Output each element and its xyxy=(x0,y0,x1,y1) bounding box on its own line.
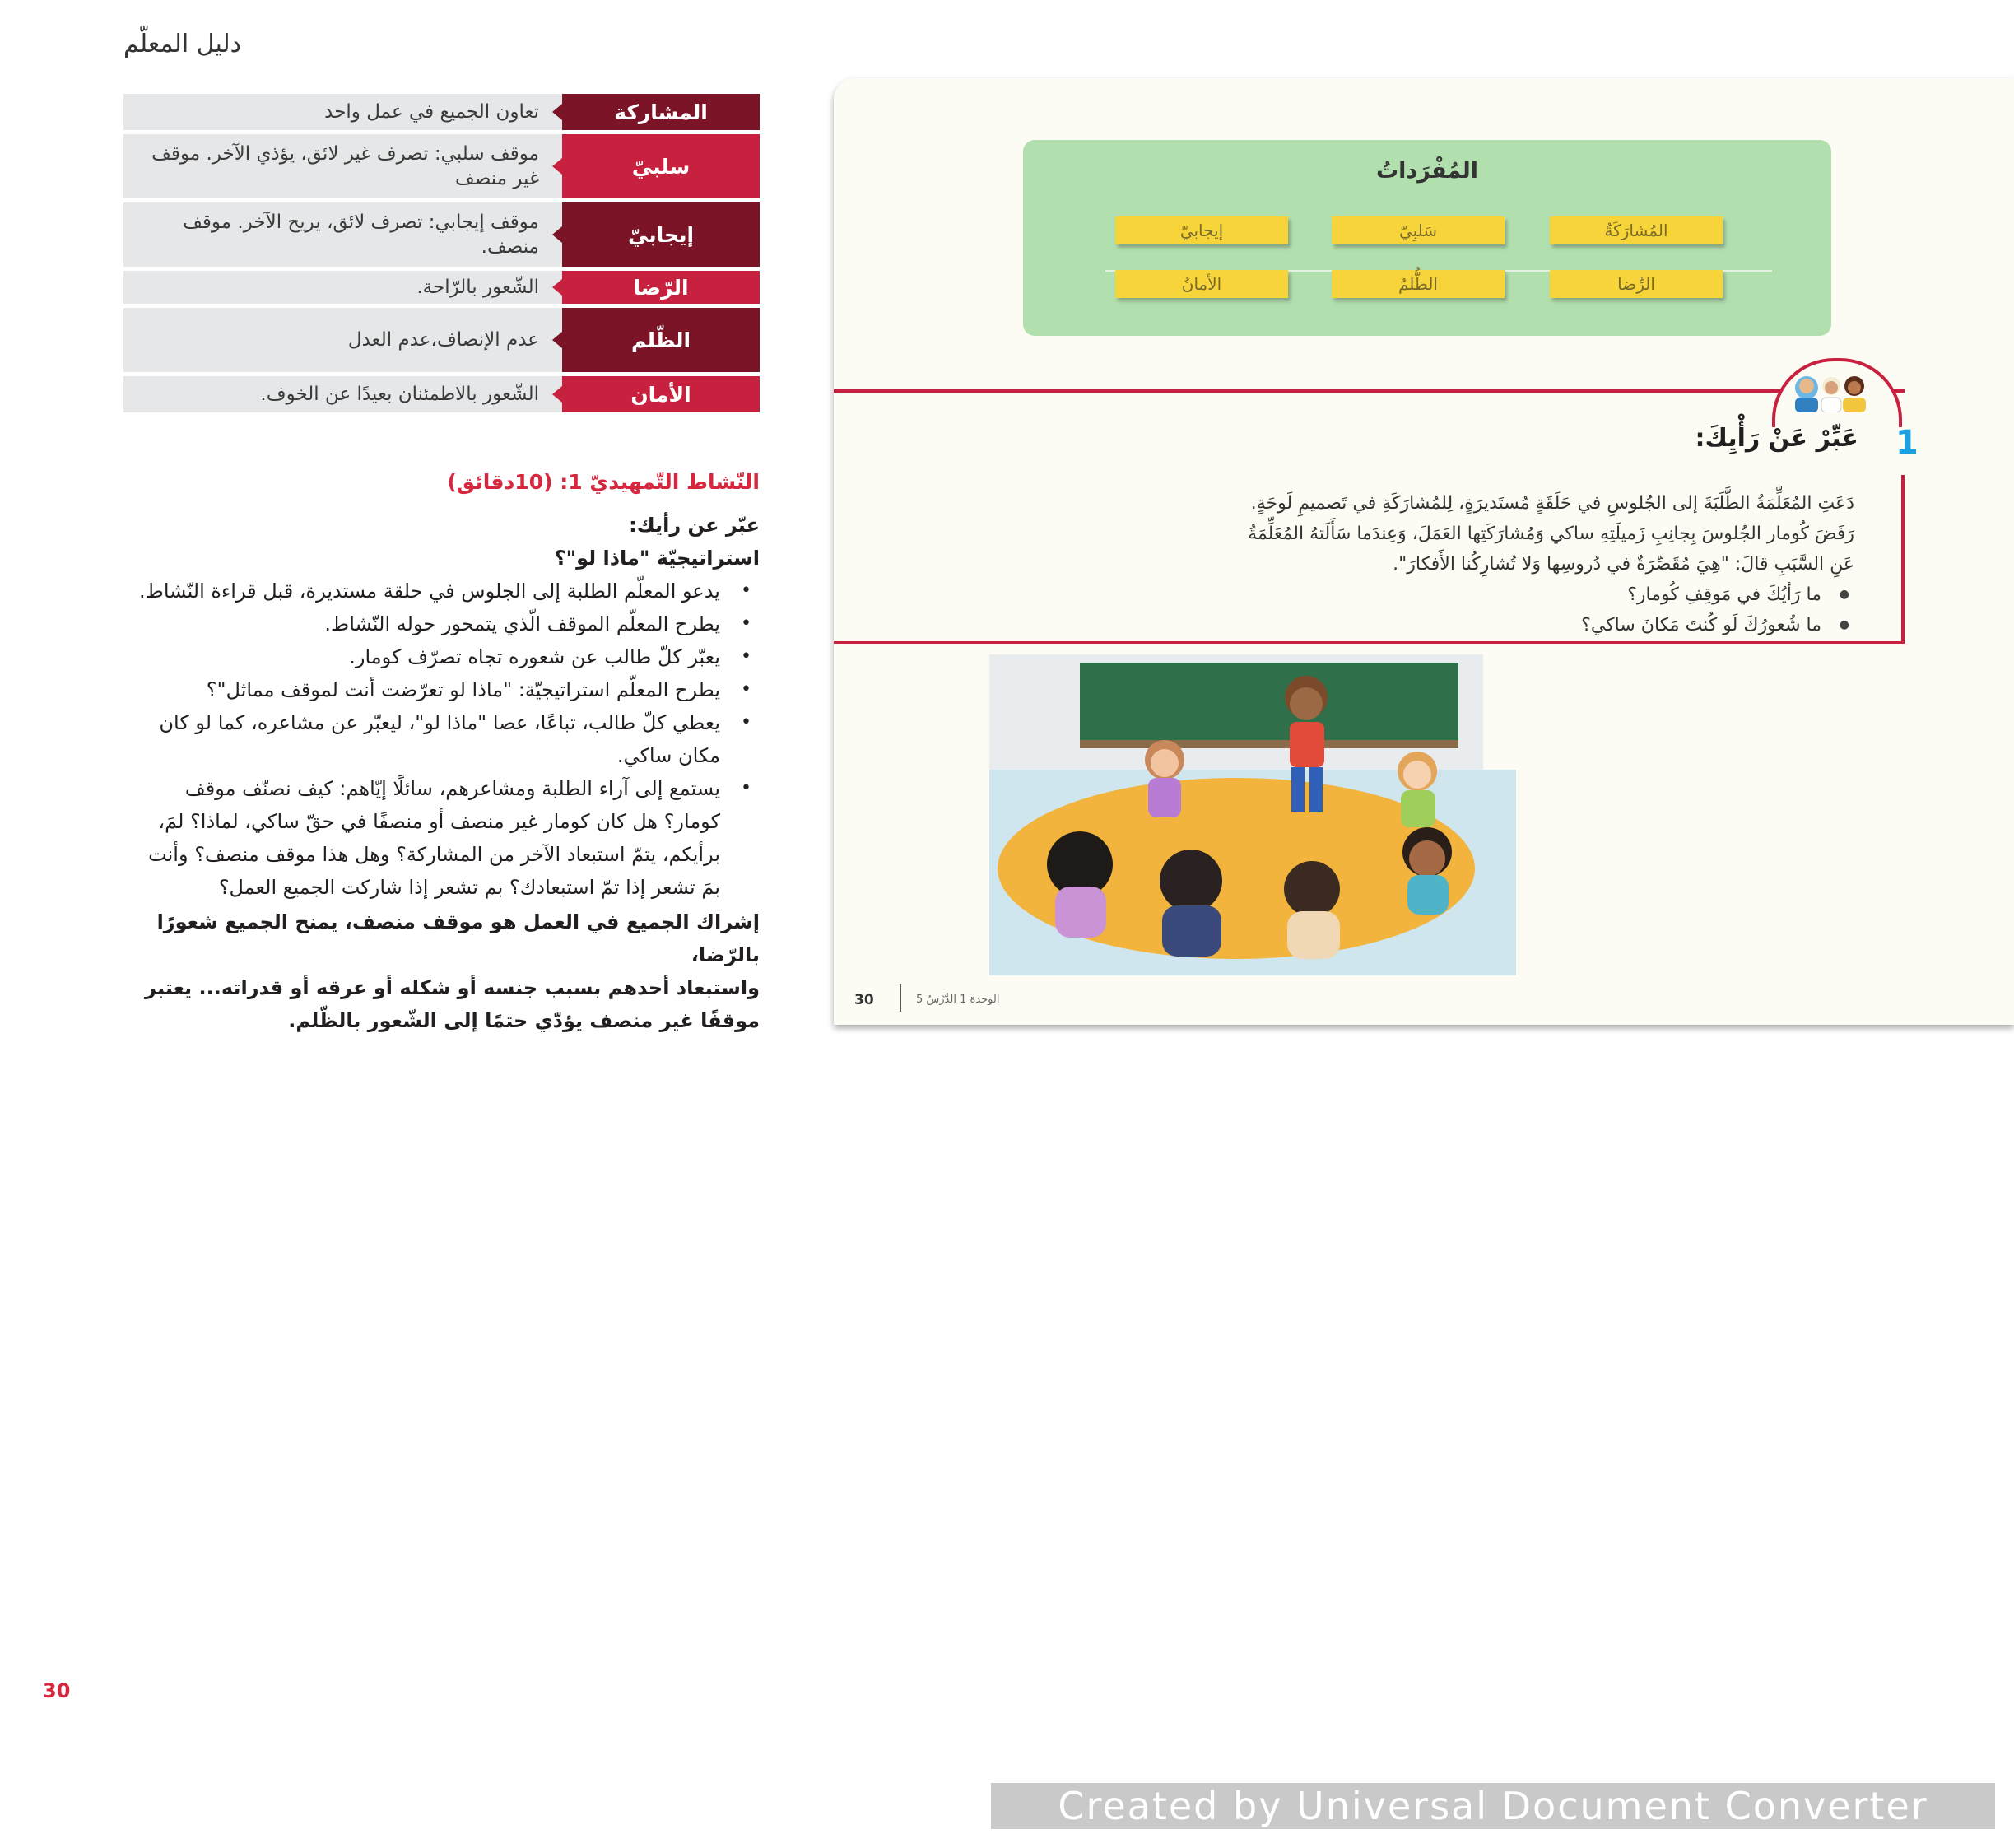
vocab-definition: موقف سلبي: تصرف غير لائق، يؤذي الآخر. موقف غير منصف xyxy=(123,134,562,198)
vocab-term: إيجابيّ xyxy=(562,202,760,267)
vocab-definition: موقف إيجابي: تصرف لائق، يريح الآخر. موقف منصف. xyxy=(123,202,562,267)
list-item: • يعبّر كلّ طالب عن شعوره تجاه تصرّف كومار. xyxy=(123,640,760,673)
conclusion-line: واستبعاد أحدهم بسبب جنسه أو شكله أو عرقه أو قدراته... يعتبر موقفًا غير منصف يؤدّي حتمًا إلى الشّعور بالظّلم. xyxy=(145,976,760,1032)
divider xyxy=(1901,475,1905,641)
story-line: عَنِ السَّبَبِ قالَ: "هِيَ مُقَصِّرَةٌ في دُروسِها وَلا تُشارِكُنا الأَفكارَ". xyxy=(1393,554,1854,575)
vocab-chip: الظُّلمُ xyxy=(1332,270,1505,298)
textbook-page-number: 30 xyxy=(854,992,874,1008)
vocab-row xyxy=(123,94,760,130)
strategy-title: استراتيجيّة "ماذا لو"؟ xyxy=(554,547,760,570)
story-text xyxy=(1064,488,1854,640)
activity-subtitle: عبّر عن رأيك: xyxy=(629,514,760,537)
textbook-footer-label: الوحدة 1 الدَّرْسُ 5 xyxy=(916,994,1000,1006)
vocabulary-box xyxy=(1023,140,1831,336)
activity-title: عَبِّرْ عَنْ رَأْيِكَ: xyxy=(1695,424,1858,453)
vocab-chip: إيجابيّ xyxy=(1115,216,1288,244)
conclusion-line: إشراك الجميع في العمل هو موقف منصف، يمنح الجميع شعورًا بالرّضا، xyxy=(156,910,760,966)
vocab-chip: الرِّضا xyxy=(1550,270,1723,298)
vocab-term: الأمان xyxy=(562,376,760,412)
vocabulary-title: المُفْرَداتُ xyxy=(1376,158,1478,184)
guide-header-title: دليل المعلّم xyxy=(123,30,241,58)
vocab-term: الرّضا xyxy=(562,271,760,304)
divider xyxy=(834,641,1905,644)
question-item: ● ما شُعورُكَ لَو كُنتَ مَكانَ ساكي؟ xyxy=(1064,610,1854,640)
vocab-row xyxy=(123,308,760,372)
activity-instructions xyxy=(123,466,760,1037)
vocab-definition: تعاون الجميع في عمل واحد xyxy=(123,94,562,130)
list-item: • يطرح المعلّم الموقف الّذي يتمحور حوله النّشاط. xyxy=(123,607,760,640)
vocab-term: المشاركة xyxy=(562,94,760,130)
question-item: ● ما رَأيُكَ في مَوقِفِ كُومار؟ xyxy=(1064,580,1854,610)
children-circle-illustration xyxy=(989,654,1516,975)
textbook-page xyxy=(834,78,2014,1025)
activity-conclusion xyxy=(123,905,760,1037)
vocab-chip: المُشارَكَةُ xyxy=(1550,216,1723,244)
watermark-banner: Created by Universal Document Converter xyxy=(991,1783,1995,1829)
vocab-row xyxy=(123,376,760,412)
vocab-term: الظّلم xyxy=(562,308,760,372)
vocab-row xyxy=(123,202,760,267)
activity-heading: النّشاط التّمهيديّ 1: (10دقائق) xyxy=(447,470,760,494)
group-people-icon xyxy=(1788,371,1874,412)
vocab-chip: الأمانُ xyxy=(1115,270,1288,298)
vocab-chip: سَلبِيّ xyxy=(1332,216,1505,244)
vocab-definition: الشّعور بالرّاحة. xyxy=(123,271,562,304)
activity-steps xyxy=(123,575,760,904)
divider xyxy=(900,984,901,1012)
vocab-definition: الشّعور بالاطمئنان بعيدًا عن الخوف. xyxy=(123,376,562,412)
list-item: • يدعو المعلّم الطلبة إلى الجلوس في حلقة مستديرة، قبل قراءة النّشاط. xyxy=(123,575,760,607)
list-item: • يطرح المعلّم استراتيجيّة: "ماذا لو تعرّضت أنت لموقف مماثل"؟ xyxy=(123,673,760,706)
vocabulary-table xyxy=(123,94,760,417)
page-number: 30 xyxy=(43,1679,71,1702)
story-line: دَعَتِ المُعَلِّمَةُ الطَّلَبَةَ إلى الجُلوسِ في حَلَقَةٍ مُستَديرَةٍ، لِلمُشارَكَةِ في تَصميمِ لَوحَةٍ. xyxy=(1250,493,1854,514)
vocab-row xyxy=(123,134,760,198)
vocab-definition: عدم الإنصاف،عدم العدل xyxy=(123,308,562,372)
vocab-row xyxy=(123,271,760,304)
list-item: • يعطي كلّ طالب، تباعًا، عصا "ماذا لو"، ليعبّر عن مشاعره، كما لو كان مكان ساكي. xyxy=(123,706,760,772)
divider xyxy=(834,389,1905,393)
vocab-term: سلبيّ xyxy=(562,134,760,198)
activity-number: 1 xyxy=(1895,424,1919,462)
story-line: رَفَضَ كُومار الجُلوسَ بِجانِبِ زَميلَتِهِ ساكي وَمُشارَكَتِها العَمَلَ، وَعِندَما سَأَلَتهُ المُعَلِّمَةُ xyxy=(1248,524,1854,544)
list-item: • يستمع إلى آراء الطلبة ومشاعرهم، سائلًا إيّاهم: كيف نصنّف موقف كومار؟ هل كان كومار غير منصف أو منصفًا في حقّ ساكي، لماذا؟ لمَ، برأيكم، يتمّ استبعاد الآخر من المشاركة؟ وهل هذا موقف منصف؟ وأنت بمَ تشعر إذا تمّ استبعادك؟ بم تشعر إذا شاركت الجميع العمل؟ xyxy=(123,772,760,904)
